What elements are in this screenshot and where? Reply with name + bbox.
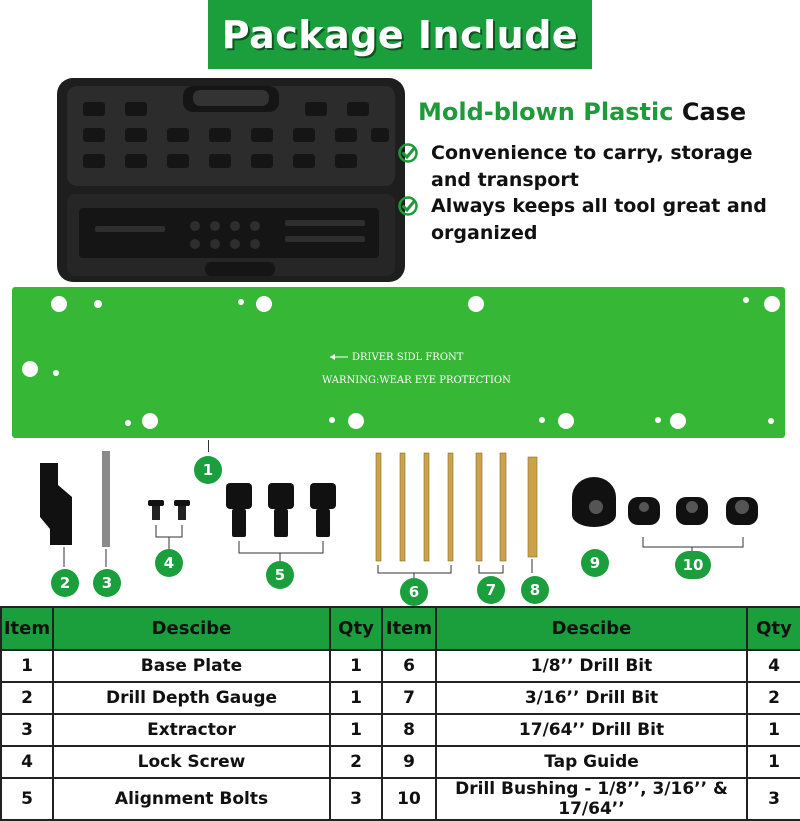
item-qty: 3: [330, 778, 382, 820]
item-number: 4: [1, 746, 53, 778]
case-title: [418, 98, 746, 126]
callout-5: 5: [266, 561, 294, 589]
plate-warning-text: WARNING:WEAR EYE PROTECTION: [322, 375, 511, 386]
callout-1: 1: [194, 456, 222, 484]
callout-4: 4: [155, 549, 183, 577]
case-title-black: Case: [681, 98, 747, 126]
package-contents-table: [0, 606, 800, 821]
item-describe: 3/16’’ Drill Bit: [436, 682, 747, 714]
page-title: Package Include: [221, 12, 579, 57]
case-title-green: Mold-blown Plastic: [418, 98, 674, 126]
callout-6: 6: [400, 578, 428, 606]
item-number: 7: [382, 682, 436, 714]
item-qty: 2: [330, 746, 382, 778]
item-describe: 17/64’’ Drill Bit: [436, 714, 747, 746]
header-describe: Descibe: [436, 607, 747, 650]
feature-item-2: [398, 193, 793, 247]
callout-2: 2: [51, 569, 79, 597]
table-row: [1, 746, 800, 778]
table-header-row: [1, 607, 800, 650]
header-item: Item: [1, 607, 53, 650]
item-number: 10: [382, 778, 436, 820]
plate-arrow-text: DRIVER SIDL FRONT: [352, 352, 464, 363]
item-number: 5: [1, 778, 53, 820]
item-qty: 1: [330, 714, 382, 746]
header-qty: Qty: [747, 607, 800, 650]
callout-3: 3: [93, 569, 121, 597]
item-number: 9: [382, 746, 436, 778]
item-number: 2: [1, 682, 53, 714]
item-qty: 3: [747, 778, 800, 820]
header-qty: Qty: [330, 607, 382, 650]
check-circle-icon: [398, 196, 418, 216]
header-describe: Descibe: [53, 607, 330, 650]
item-qty: 1: [330, 650, 382, 682]
item-describe: 1/8’’ Drill Bit: [436, 650, 747, 682]
base-plate-image: [12, 287, 785, 438]
item-describe: Alignment Bolts: [53, 778, 330, 820]
check-circle-icon: [398, 143, 418, 163]
feature-item-1: [398, 140, 793, 194]
callout-7: 7: [477, 576, 505, 604]
item-number: 8: [382, 714, 436, 746]
table-row: [1, 714, 800, 746]
item-qty: 4: [747, 650, 800, 682]
item-qty: 1: [747, 746, 800, 778]
item-number: 6: [382, 650, 436, 682]
callout-9: 9: [581, 549, 609, 577]
table-row: [1, 682, 800, 714]
item-describe: Lock Screw: [53, 746, 330, 778]
item-number: 3: [1, 714, 53, 746]
item-describe: Drill Bushing - 1/8’’, 3/16’’ & 17/64’’: [436, 778, 747, 820]
plastic-case-image: [55, 76, 407, 284]
feature-text-2: Always keeps all tool great and organized: [431, 195, 767, 244]
table-row: [1, 778, 800, 820]
item-qty: 2: [747, 682, 800, 714]
item-qty: 1: [747, 714, 800, 746]
feature-text-1: Convenience to carry, storage and transport: [431, 142, 753, 191]
item-qty: 1: [330, 682, 382, 714]
callout-8: 8: [521, 576, 549, 604]
item-number: 1: [1, 650, 53, 682]
item-describe: Base Plate: [53, 650, 330, 682]
item-describe: Drill Depth Gauge: [53, 682, 330, 714]
package-include-banner: [208, 0, 592, 69]
table-row: [1, 650, 800, 682]
callout-10: 10: [675, 551, 711, 579]
item-describe: Tap Guide: [436, 746, 747, 778]
item-describe: Extractor: [53, 714, 330, 746]
header-item: Item: [382, 607, 436, 650]
